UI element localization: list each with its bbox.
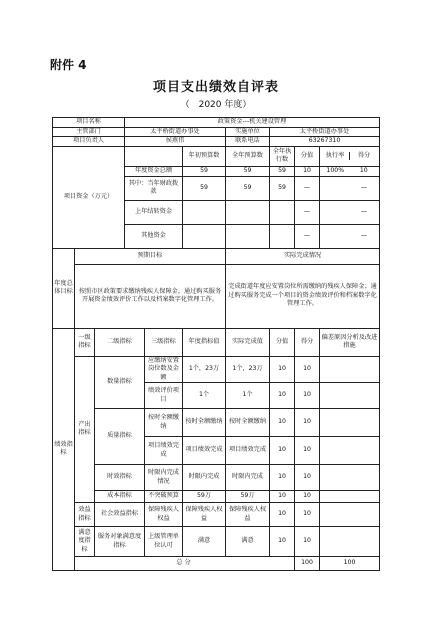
total-label: 总分 [75, 557, 295, 571]
ind-score: 10 [295, 503, 320, 527]
project-name-value: 政策资金---机关建设管理 [125, 118, 380, 128]
ind-row-cost [53, 491, 380, 503]
funds-cell: 59 [226, 176, 270, 200]
ind-note [320, 437, 380, 465]
funds-header-4-5 [320, 146, 380, 166]
ind-score: 10 [295, 465, 320, 491]
ind-target: 项目绩效完成 [183, 437, 226, 465]
goals-actual-text: 完成街道年度应安置岗位所需缴纳的残疾人保障金；通过购买服务完成一个项目的资金绩效评价和档案数字化管理工作。 [226, 264, 380, 328]
ind-target: 1个，23万 [183, 356, 226, 383]
funds-cell [270, 200, 295, 224]
funds-cell: 10 [359, 166, 368, 174]
funds-cell [321, 184, 350, 193]
ind-header-target: 年度指标值 [183, 328, 226, 356]
total-row [53, 557, 380, 571]
ind-actual: 1个 [226, 383, 270, 409]
funds-row-label: 年度资金总额 [125, 166, 183, 176]
funds-cell-pair [320, 200, 380, 224]
funds-header-1: 全年预算数 [226, 146, 270, 166]
ind-target: 1个 [183, 383, 226, 409]
indicators-section-label: 绩效指标 [53, 328, 75, 571]
ind-actual: 项目绩效完成 [226, 437, 270, 465]
ind-actual: 满意 [226, 527, 270, 557]
ind-target: 时限内完成 [183, 465, 226, 491]
ind-score: 10 [295, 409, 320, 437]
funds-cell: 100% [326, 166, 345, 174]
funds-row-label: 上年结转资金 [125, 200, 183, 224]
ind-social-label: 社会效益指标 [95, 503, 145, 527]
ind-service-label: 服务对象满意度指标 [95, 527, 145, 557]
ind-benefit-label: 效益指标 [75, 503, 95, 527]
ind-score-max: 10 [270, 437, 295, 465]
funds-cell [321, 232, 350, 241]
ind-score: 10 [295, 437, 320, 465]
phone-value: 63267310 [270, 137, 380, 147]
funds-cell: 59 [183, 176, 226, 200]
ind-score-max: 10 [270, 503, 295, 527]
leader-value: 侯燕伟 [125, 137, 226, 147]
ind-score-max: 10 [270, 409, 295, 437]
funds-header-row [53, 146, 380, 166]
ind-target: 保障残疾人权益 [183, 503, 226, 527]
funds-row-label: 其中：当年财政拨款 [125, 176, 183, 200]
ind-quality-label: 质量指标 [95, 409, 145, 465]
ind-note [320, 503, 380, 527]
ind-header-score: 得分 [295, 328, 320, 356]
funds-cell: — [360, 207, 367, 215]
ind-header-level2: 二级指标 [95, 328, 145, 356]
ind-row-quantity-1 [53, 356, 380, 383]
funds-header-0: 年初预算数 [183, 146, 226, 166]
ind-target: 满意 [183, 527, 226, 557]
total-max: 100 [295, 557, 320, 571]
total-score: 100 [320, 557, 380, 571]
dept-label: 主管部门 [53, 127, 125, 137]
funds-header-2: 全年执行数 [270, 146, 295, 166]
project-name-row [53, 118, 380, 128]
form-year: （ 2020 年度） [180, 100, 252, 110]
ind-score: 10 [295, 491, 320, 503]
funds-cell: — [295, 200, 320, 224]
ind-score: 10 [295, 527, 320, 557]
funds-header-blank [125, 146, 183, 166]
ind-actual: 按时全额缴纳 [226, 409, 270, 437]
funds-cell [183, 200, 226, 224]
ind-name: 项目绩效完成 [145, 437, 183, 465]
funds-cell-pair [320, 224, 380, 248]
funds-cell [321, 208, 350, 217]
ind-header-level1: 一级指标 [75, 328, 95, 356]
evaluation-table [52, 117, 380, 571]
dept-value: 太平桥街道办事处 [125, 127, 226, 137]
funds-cell: 59 [183, 166, 226, 176]
ind-satisfaction-label: 满意度指标 [75, 527, 95, 557]
ind-score: 10 [295, 383, 320, 409]
ind-actual: 时限内完成 [226, 465, 270, 491]
attachment-label: 附件 4 [50, 58, 87, 72]
phone-label: 联系电话 [226, 137, 270, 147]
ind-name: 上级管理单位认可 [145, 527, 183, 557]
ind-row-satisfaction [53, 527, 380, 557]
ind-note [320, 383, 380, 409]
ind-note [320, 409, 380, 437]
ind-score-max: 10 [270, 383, 295, 409]
ind-score-max: 10 [270, 527, 295, 557]
funds-cell: 10 [295, 166, 320, 176]
ind-score-max: 10 [270, 465, 295, 491]
funds-cell [270, 224, 295, 248]
ind-header-note: 偏差原因分析及改进措施 [320, 328, 380, 356]
ind-score-max: 10 [270, 356, 295, 383]
leader-label: 项目负责人 [53, 137, 125, 147]
ind-header-actual: 实际完成值 [226, 328, 270, 356]
project-name-label: 项目名称 [53, 118, 125, 128]
ind-note [320, 527, 380, 557]
goals-expected-text: 按照市区政策要求缴纳残疾人保障金，通过购买服务开展资金绩效评价工作以及档案数字化管理工作。 [75, 264, 226, 328]
ind-name: 保障残疾人权益 [145, 503, 183, 527]
funds-cell: 59 [270, 166, 295, 176]
funds-cell: — [295, 176, 320, 200]
goals-header-row [53, 248, 380, 264]
ind-score: 10 [295, 356, 320, 383]
funds-section-label: 项目资金（万元） [53, 146, 125, 248]
ind-header-level3: 三级指标 [145, 328, 183, 356]
funds-header-3: 分值 [295, 146, 320, 166]
impl-label: 实施单位 [226, 127, 270, 137]
impl-value: 太平桥街道办事处 [270, 127, 380, 137]
funds-cell: 59 [226, 166, 270, 176]
ind-name: 绩效评价项目 [145, 383, 183, 409]
ind-name: 不突破预算 [145, 491, 183, 503]
leader-row [53, 137, 380, 147]
ind-actual: 59万 [226, 491, 270, 503]
ind-actual: 1个，23万 [226, 356, 270, 383]
funds-cell: — [295, 224, 320, 248]
ind-note [320, 491, 380, 503]
ind-quantity-label: 数量指标 [95, 356, 145, 409]
funds-cell [183, 224, 226, 248]
funds-cell [226, 200, 270, 224]
funds-cell-pair [320, 176, 380, 200]
ind-note [320, 356, 380, 383]
indicators-header-row [53, 328, 380, 356]
ind-time-label: 时效指标 [95, 465, 145, 491]
ind-row-quality-1 [53, 409, 380, 437]
funds-cell [226, 224, 270, 248]
ind-row-benefit [53, 503, 380, 527]
goals-content-row [53, 264, 380, 328]
funds-cell: 59 [270, 176, 295, 200]
ind-target: 按时全额缴纳 [183, 409, 226, 437]
funds-cell: — [360, 231, 367, 239]
funds-row-label: 其他资金 [125, 224, 183, 248]
ind-name: 应缴纳安置岗位数及金额 [145, 356, 183, 383]
funds-header-5: 得分 [357, 151, 371, 159]
ind-target: 59万 [183, 491, 226, 503]
goals-section-label: 年度总体目标 [53, 248, 75, 328]
goals-actual-label: 实际完成情况 [226, 248, 380, 264]
ind-header-score-max: 分值 [270, 328, 295, 356]
ind-actual: 保障残疾人权益 [226, 503, 270, 527]
funds-cell-pair [320, 166, 380, 176]
goals-expected-label: 预期目标 [75, 248, 226, 264]
ind-name: 时限内完成情况 [145, 465, 183, 491]
ind-score-max: 10 [270, 491, 295, 503]
ind-name: 按时全额缴纳 [145, 409, 183, 437]
department-row [53, 127, 380, 137]
ind-cost-label: 成本指标 [95, 491, 145, 503]
ind-note [320, 465, 380, 491]
form-title: 项目支出绩效自评表 [152, 80, 279, 95]
funds-cell: — [360, 183, 367, 191]
ind-row-time [53, 465, 380, 491]
ind-output-label: 产出指标 [75, 356, 95, 503]
funds-header-4: 执行率 [321, 152, 350, 161]
